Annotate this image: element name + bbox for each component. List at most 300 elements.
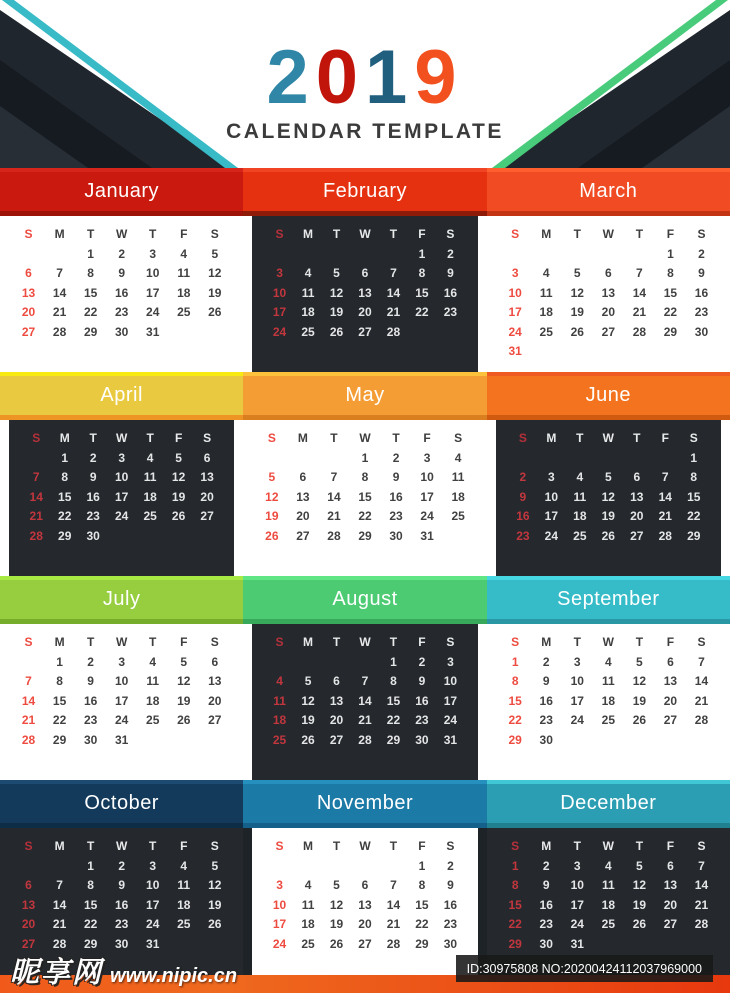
date-cell: 17 (443, 693, 458, 708)
date-cell: 23 (516, 528, 530, 543)
weekday-cell: M (54, 227, 65, 241)
date-cell: 10 (146, 878, 160, 892)
date-cell: 24 (508, 324, 522, 339)
date-cell: 2 (89, 450, 97, 465)
date-cell: 25 (301, 324, 315, 339)
date-cell: 3 (423, 450, 431, 465)
month-may (243, 372, 486, 576)
date-cell: 26 (208, 305, 222, 319)
date-cell: 1 (667, 246, 674, 261)
empty-cell (686, 731, 717, 751)
date-cell: 3 (149, 246, 157, 261)
month-february-header (243, 168, 486, 216)
date-cell: 18 (301, 917, 315, 931)
date-cell: 4 (454, 450, 462, 465)
date-cell: 5 (268, 470, 276, 484)
watermark-logo-text: 昵享网 (10, 957, 104, 989)
date-cell: 10 (508, 285, 522, 300)
date-cell: 30 (443, 936, 458, 951)
date-cell: 22 (386, 713, 401, 727)
date-cell: 26 (171, 509, 186, 523)
weekday-cell: T (146, 431, 154, 445)
date-cell: 24 (114, 509, 129, 523)
date-cell: 18 (146, 693, 160, 708)
empty-cell (107, 527, 135, 547)
month-september-card (487, 624, 730, 780)
weekday-cell: S (446, 635, 455, 649)
date-cell: 8 (418, 266, 426, 280)
date-cell: 21 (29, 509, 43, 523)
date-cell: 7 (390, 878, 397, 892)
date-cell: 20 (663, 897, 678, 912)
poster-header (0, 0, 730, 168)
date-cell: 17 (114, 489, 129, 504)
date-cell: 27 (663, 917, 678, 931)
date-cell: 18 (301, 305, 315, 319)
month-november-card (252, 828, 477, 993)
date-cell: 3 (573, 858, 581, 873)
date-cell: 16 (516, 509, 530, 523)
date-cell: 6 (604, 266, 612, 280)
date-cell: 17 (272, 917, 287, 931)
date-cell: 1 (690, 450, 698, 465)
date-cell: 14 (694, 674, 709, 688)
empty-cell (593, 731, 624, 751)
date-cell: 4 (146, 450, 154, 465)
empty-cell (199, 731, 230, 751)
date-cell: 28 (52, 324, 67, 339)
weekday-cell: S (511, 839, 520, 853)
date-cell: 21 (358, 713, 372, 727)
date-cell: 6 (633, 470, 641, 484)
weekday-cell: F (423, 431, 431, 445)
date-cell: 23 (83, 713, 98, 727)
date-cell: 16 (86, 489, 100, 504)
title-block (0, 0, 730, 144)
weekday-cell: S (24, 227, 33, 241)
empty-cell (593, 245, 624, 265)
month-title: February (322, 180, 407, 202)
band-main (243, 172, 486, 211)
date-cell: 7 (698, 654, 705, 669)
date-cell: 14 (694, 878, 709, 892)
date-cell: 19 (208, 897, 222, 912)
date-cell: 12 (601, 489, 615, 504)
month-june-body (487, 420, 730, 576)
date-cell: 25 (601, 713, 615, 727)
date-cell: 17 (114, 693, 129, 708)
weekday-cell: S (689, 431, 698, 445)
weekday-cell: T (573, 635, 581, 649)
date-cell: 24 (146, 305, 160, 319)
weekday-cell: S (210, 635, 219, 649)
weekday-cell: W (359, 227, 371, 241)
month-december-header (487, 780, 730, 828)
date-cell: 30 (389, 528, 403, 543)
date-cell: 4 (304, 266, 312, 280)
date-cell: 13 (208, 674, 222, 688)
month-january (0, 168, 243, 372)
date-cell: 19 (570, 305, 584, 319)
month-january-card (0, 216, 243, 372)
date-cell: 21 (52, 917, 67, 931)
date-cell: 3 (548, 470, 555, 484)
date-cell: 21 (52, 305, 67, 319)
month-row-2 (0, 372, 730, 576)
date-cell: 25 (301, 936, 315, 951)
date-cell: 20 (21, 305, 36, 319)
weekday-cell: S (446, 839, 455, 853)
month-october-header (0, 780, 243, 828)
date-cell: 20 (358, 917, 372, 931)
empty-cell (594, 449, 622, 469)
date-cell: 11 (177, 878, 191, 892)
date-cell: 6 (25, 878, 32, 892)
weekday-cell: W (602, 431, 614, 445)
date-cell: 15 (508, 897, 522, 912)
date-cell: 13 (630, 489, 644, 504)
date-cell: 22 (508, 713, 522, 727)
empty-cell (13, 857, 44, 877)
date-cell: 8 (690, 470, 698, 484)
weekday-cell: S (24, 635, 33, 649)
month-august (243, 576, 486, 780)
date-cell: 26 (177, 713, 191, 727)
date-cell: 19 (632, 897, 647, 912)
empty-cell (500, 245, 531, 265)
date-cell: 11 (143, 470, 157, 484)
date-cell: 3 (149, 858, 157, 873)
date-cell: 7 (25, 674, 32, 688)
month-title: October (84, 792, 159, 814)
date-cell: 31 (146, 936, 160, 951)
month-may-header (243, 372, 486, 420)
month-september-header (487, 576, 730, 624)
month-may-grid (243, 420, 486, 546)
date-cell: 17 (570, 897, 584, 912)
empty-cell (351, 653, 379, 673)
month-august-header (243, 576, 486, 624)
date-cell: 9 (418, 674, 426, 688)
weekday-cell: S (275, 227, 284, 241)
weekday-cell: W (116, 227, 128, 241)
date-cell: 24 (146, 917, 160, 931)
date-cell: 18 (573, 509, 587, 523)
empty-cell (322, 857, 350, 877)
date-cell: 13 (21, 897, 36, 912)
weekday-cell: T (392, 431, 400, 445)
date-cell: 1 (87, 858, 94, 873)
date-cell: 14 (52, 285, 67, 300)
date-cell: 6 (211, 654, 219, 669)
date-cell: 29 (415, 936, 429, 951)
weekday-cell: F (666, 635, 675, 649)
year-digit: 1 (365, 35, 415, 120)
date-cell: 20 (601, 305, 615, 319)
date-cell: 11 (301, 897, 315, 912)
date-cell: 4 (576, 470, 584, 484)
date-cell: 15 (58, 489, 72, 504)
date-cell: 28 (658, 528, 672, 543)
date-cell: 10 (146, 266, 160, 280)
month-title: January (84, 180, 159, 202)
date-cell: 20 (208, 693, 222, 708)
date-cell: 17 (272, 305, 287, 319)
month-october-grid (0, 828, 243, 954)
month-april-header (0, 372, 243, 420)
date-cell: 24 (544, 528, 559, 543)
date-cell: 4 (180, 246, 188, 261)
empty-cell (294, 857, 322, 877)
date-cell: 13 (296, 489, 310, 504)
empty-cell (624, 245, 655, 265)
date-cell: 29 (58, 528, 72, 543)
date-cell: 11 (273, 693, 286, 708)
date-cell: 21 (386, 305, 401, 319)
date-cell: 26 (632, 917, 647, 931)
date-cell: 9 (89, 470, 97, 484)
weekday-cell: F (180, 227, 188, 241)
date-cell: 2 (447, 246, 454, 261)
date-cell: 31 (420, 528, 434, 543)
month-december-grid (487, 828, 730, 954)
date-cell: 18 (451, 489, 465, 504)
empty-cell (651, 449, 679, 469)
date-cell: 12 (208, 266, 222, 280)
empty-cell (562, 245, 593, 265)
month-title: May (345, 384, 385, 406)
month-august-card (252, 624, 477, 780)
date-cell: 25 (177, 305, 191, 319)
date-cell: 25 (451, 509, 465, 523)
date-cell: 28 (358, 732, 372, 747)
date-cell: 28 (327, 528, 341, 543)
weekday-cell: W (359, 839, 371, 853)
month-march-grid (487, 216, 730, 362)
month-title: November (316, 792, 414, 814)
date-cell: 15 (83, 285, 98, 300)
date-cell: 25 (539, 324, 553, 339)
date-cell: 14 (386, 285, 401, 300)
date-cell: 11 (539, 285, 553, 300)
date-cell: 10 (570, 674, 584, 688)
date-cell: 2 (118, 858, 125, 873)
date-cell: 5 (604, 470, 612, 484)
empty-cell (408, 323, 436, 343)
date-cell: 30 (114, 324, 129, 339)
empty-cell (566, 449, 594, 469)
date-cell: 15 (358, 489, 372, 504)
date-cell: 30 (83, 732, 98, 747)
month-row-3 (0, 576, 730, 780)
weekday-cell: T (635, 635, 644, 649)
month-february-card (252, 216, 477, 372)
empty-cell (13, 653, 44, 673)
empty-cell (164, 527, 192, 547)
empty-cell (531, 342, 562, 362)
weekday-cell: S (32, 431, 41, 445)
date-cell: 24 (570, 917, 584, 931)
date-cell: 11 (177, 266, 191, 280)
weekday-cell: M (303, 839, 314, 853)
date-cell: 21 (21, 713, 36, 727)
date-cell: 25 (146, 713, 160, 727)
month-january-body (0, 216, 243, 372)
empty-cell (13, 245, 44, 265)
date-cell: 5 (211, 858, 219, 873)
date-cell: 26 (208, 917, 222, 931)
date-cell: 17 (420, 489, 434, 504)
date-cell: 19 (208, 285, 222, 300)
date-cell: 9 (519, 489, 527, 504)
date-cell: 27 (663, 713, 678, 727)
date-cell: 28 (386, 324, 401, 339)
empty-cell (22, 449, 50, 469)
date-cell: 3 (573, 654, 581, 669)
date-cell: 4 (542, 266, 550, 280)
date-cell: 30 (539, 936, 553, 951)
date-cell: 18 (143, 489, 157, 504)
empty-cell (199, 323, 230, 343)
date-cell: 20 (200, 489, 214, 504)
weekday-cell: T (330, 431, 338, 445)
date-cell: 19 (301, 713, 315, 727)
weekday-cell: M (297, 431, 308, 445)
weekday-cell: F (174, 431, 183, 445)
empty-cell (137, 731, 168, 751)
date-cell: 23 (389, 509, 403, 523)
date-cell: 12 (171, 470, 186, 484)
weekday-cell: M (303, 227, 314, 241)
date-cell: 29 (386, 732, 401, 747)
subtitle: CALENDAR TEMPLATE (226, 120, 504, 143)
date-cell: 9 (87, 674, 94, 688)
date-cell: 21 (658, 509, 672, 523)
month-july (0, 576, 243, 780)
date-cell: 11 (601, 878, 615, 892)
date-cell: 13 (601, 285, 615, 300)
weekday-cell: S (210, 839, 219, 853)
date-cell: 20 (630, 509, 644, 523)
date-cell: 25 (272, 732, 287, 747)
weekday-cell: W (116, 839, 128, 853)
date-cell: 18 (177, 285, 191, 300)
date-cell: 18 (601, 693, 615, 708)
date-cell: 11 (301, 285, 315, 300)
date-cell: 3 (118, 450, 125, 465)
weekday-cell: T (89, 431, 97, 445)
weekday-cell: S (24, 839, 33, 853)
date-cell: 24 (114, 713, 129, 727)
date-cell: 4 (180, 858, 188, 873)
date-cell: 19 (329, 305, 344, 319)
date-cell: 14 (52, 897, 67, 912)
date-cell: 20 (358, 305, 372, 319)
date-cell: 5 (180, 654, 188, 669)
date-cell: 25 (177, 917, 191, 931)
weekday-cell: T (635, 227, 644, 241)
date-cell: 18 (601, 897, 615, 912)
date-cell: 5 (211, 246, 219, 261)
date-cell: 14 (21, 693, 36, 708)
band-main (243, 784, 486, 823)
month-may-card (243, 420, 486, 576)
date-cell: 16 (389, 489, 403, 504)
date-cell: 26 (329, 324, 344, 339)
date-cell: 1 (390, 654, 397, 669)
date-cell: 16 (539, 897, 553, 912)
date-cell: 12 (329, 897, 344, 912)
month-march (487, 168, 730, 372)
month-november-grid (252, 828, 477, 954)
date-cell: 20 (663, 693, 678, 708)
date-cell: 1 (511, 654, 519, 669)
date-cell: 1 (61, 450, 69, 465)
weekday-cell: W (115, 431, 128, 445)
band-main (487, 784, 730, 823)
date-cell: 7 (361, 674, 369, 688)
month-august-grid (252, 624, 477, 750)
empty-cell (351, 857, 379, 877)
date-cell: 15 (508, 693, 522, 708)
date-cell: 8 (56, 674, 63, 688)
date-cell: 23 (114, 305, 129, 319)
date-cell: 16 (83, 693, 98, 708)
date-cell: 17 (508, 305, 522, 319)
date-cell: 5 (175, 450, 182, 465)
month-july-grid (0, 624, 243, 750)
empty-cell (436, 323, 464, 343)
date-cell: 11 (601, 674, 615, 688)
weekday-cell: S (275, 635, 284, 649)
weekday-cell: F (661, 431, 669, 445)
empty-cell (294, 245, 322, 265)
date-cell: 8 (361, 470, 369, 484)
date-cell: 9 (447, 878, 454, 892)
date-cell: 2 (542, 654, 550, 669)
weekday-cell: T (86, 227, 95, 241)
month-february-grid (252, 216, 477, 342)
weekday-cell: T (332, 635, 341, 649)
weekday-cell: T (149, 839, 157, 853)
date-cell: 5 (573, 266, 581, 280)
date-cell: 22 (663, 305, 678, 319)
date-cell: 23 (114, 917, 129, 931)
date-cell: 14 (327, 489, 341, 504)
month-april-body (0, 420, 243, 576)
month-title: June (585, 384, 631, 406)
weekday-cell: T (149, 635, 157, 649)
date-cell: 25 (601, 917, 615, 931)
weekday-cell: T (389, 839, 398, 853)
empty-cell (287, 449, 318, 469)
date-cell: 26 (601, 528, 615, 543)
date-cell: 15 (687, 489, 701, 504)
date-cell: 28 (21, 732, 36, 747)
date-cell: 23 (443, 305, 458, 319)
date-cell: 31 (570, 936, 584, 951)
date-cell: 3 (447, 654, 454, 669)
date-cell: 8 (61, 470, 69, 484)
date-cell: 27 (21, 936, 36, 951)
weekday-cell: F (180, 839, 188, 853)
band-main (243, 376, 486, 415)
date-cell: 27 (329, 732, 344, 747)
date-cell: 26 (301, 732, 315, 747)
weekday-cell: F (418, 839, 426, 853)
date-cell: 3 (276, 878, 283, 892)
month-title: August (332, 588, 398, 610)
